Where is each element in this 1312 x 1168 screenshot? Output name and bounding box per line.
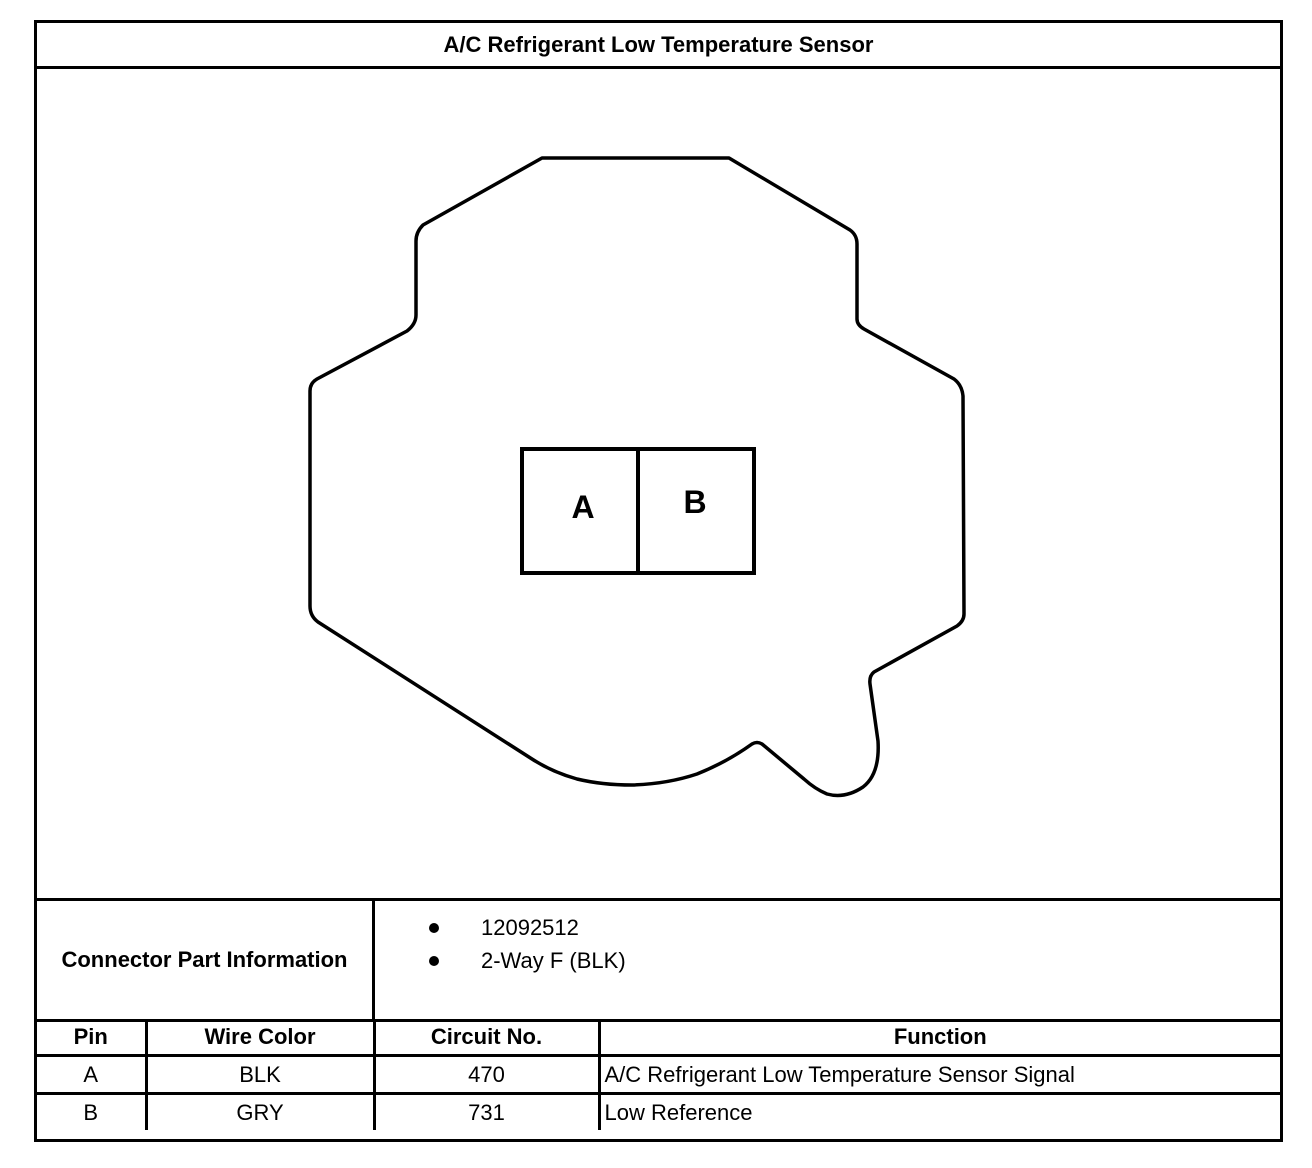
- connector-drawing-area: [37, 69, 1280, 898]
- header-circuit: Circuit No.: [374, 1019, 599, 1056]
- table-row: [37, 1094, 1280, 1131]
- connector-description: 2-Way F (BLK): [481, 948, 626, 973]
- part-number: 12092512: [481, 915, 579, 940]
- header-pin: Pin: [37, 1019, 146, 1056]
- pin-table-header-row: [37, 1019, 1280, 1056]
- cell-wire-color: BLK: [146, 1056, 374, 1094]
- table-row: [37, 1056, 1280, 1094]
- cell-pin: B: [37, 1094, 146, 1131]
- cell-pin: A: [37, 1056, 146, 1094]
- cell-function: A/C Refrigerant Low Temperature Sensor Signal: [599, 1056, 1280, 1094]
- bullet-icon: [429, 956, 439, 966]
- cell-circuit: 470: [374, 1056, 599, 1094]
- connector-part-info-list: [375, 901, 1280, 1019]
- connector-face-drawing: [37, 69, 1280, 898]
- cell-wire-color: GRY: [146, 1094, 374, 1131]
- connector-part-info-row: [37, 898, 1280, 1022]
- cavity-label-b: B: [683, 484, 707, 520]
- connector-diagram-frame: [34, 20, 1283, 1142]
- cavity-label-a: A: [571, 489, 595, 525]
- header-wire-color: Wire Color: [146, 1019, 374, 1056]
- cell-circuit: 731: [374, 1094, 599, 1131]
- pin-table: [37, 1019, 1280, 1130]
- header-function: Function: [599, 1019, 1280, 1056]
- diagram-title: A/C Refrigerant Low Temperature Sensor: [37, 23, 1280, 69]
- cell-function: Low Reference: [599, 1094, 1280, 1131]
- bullet-icon: [429, 923, 439, 933]
- connector-part-info-label: Connector Part Information: [37, 901, 375, 1019]
